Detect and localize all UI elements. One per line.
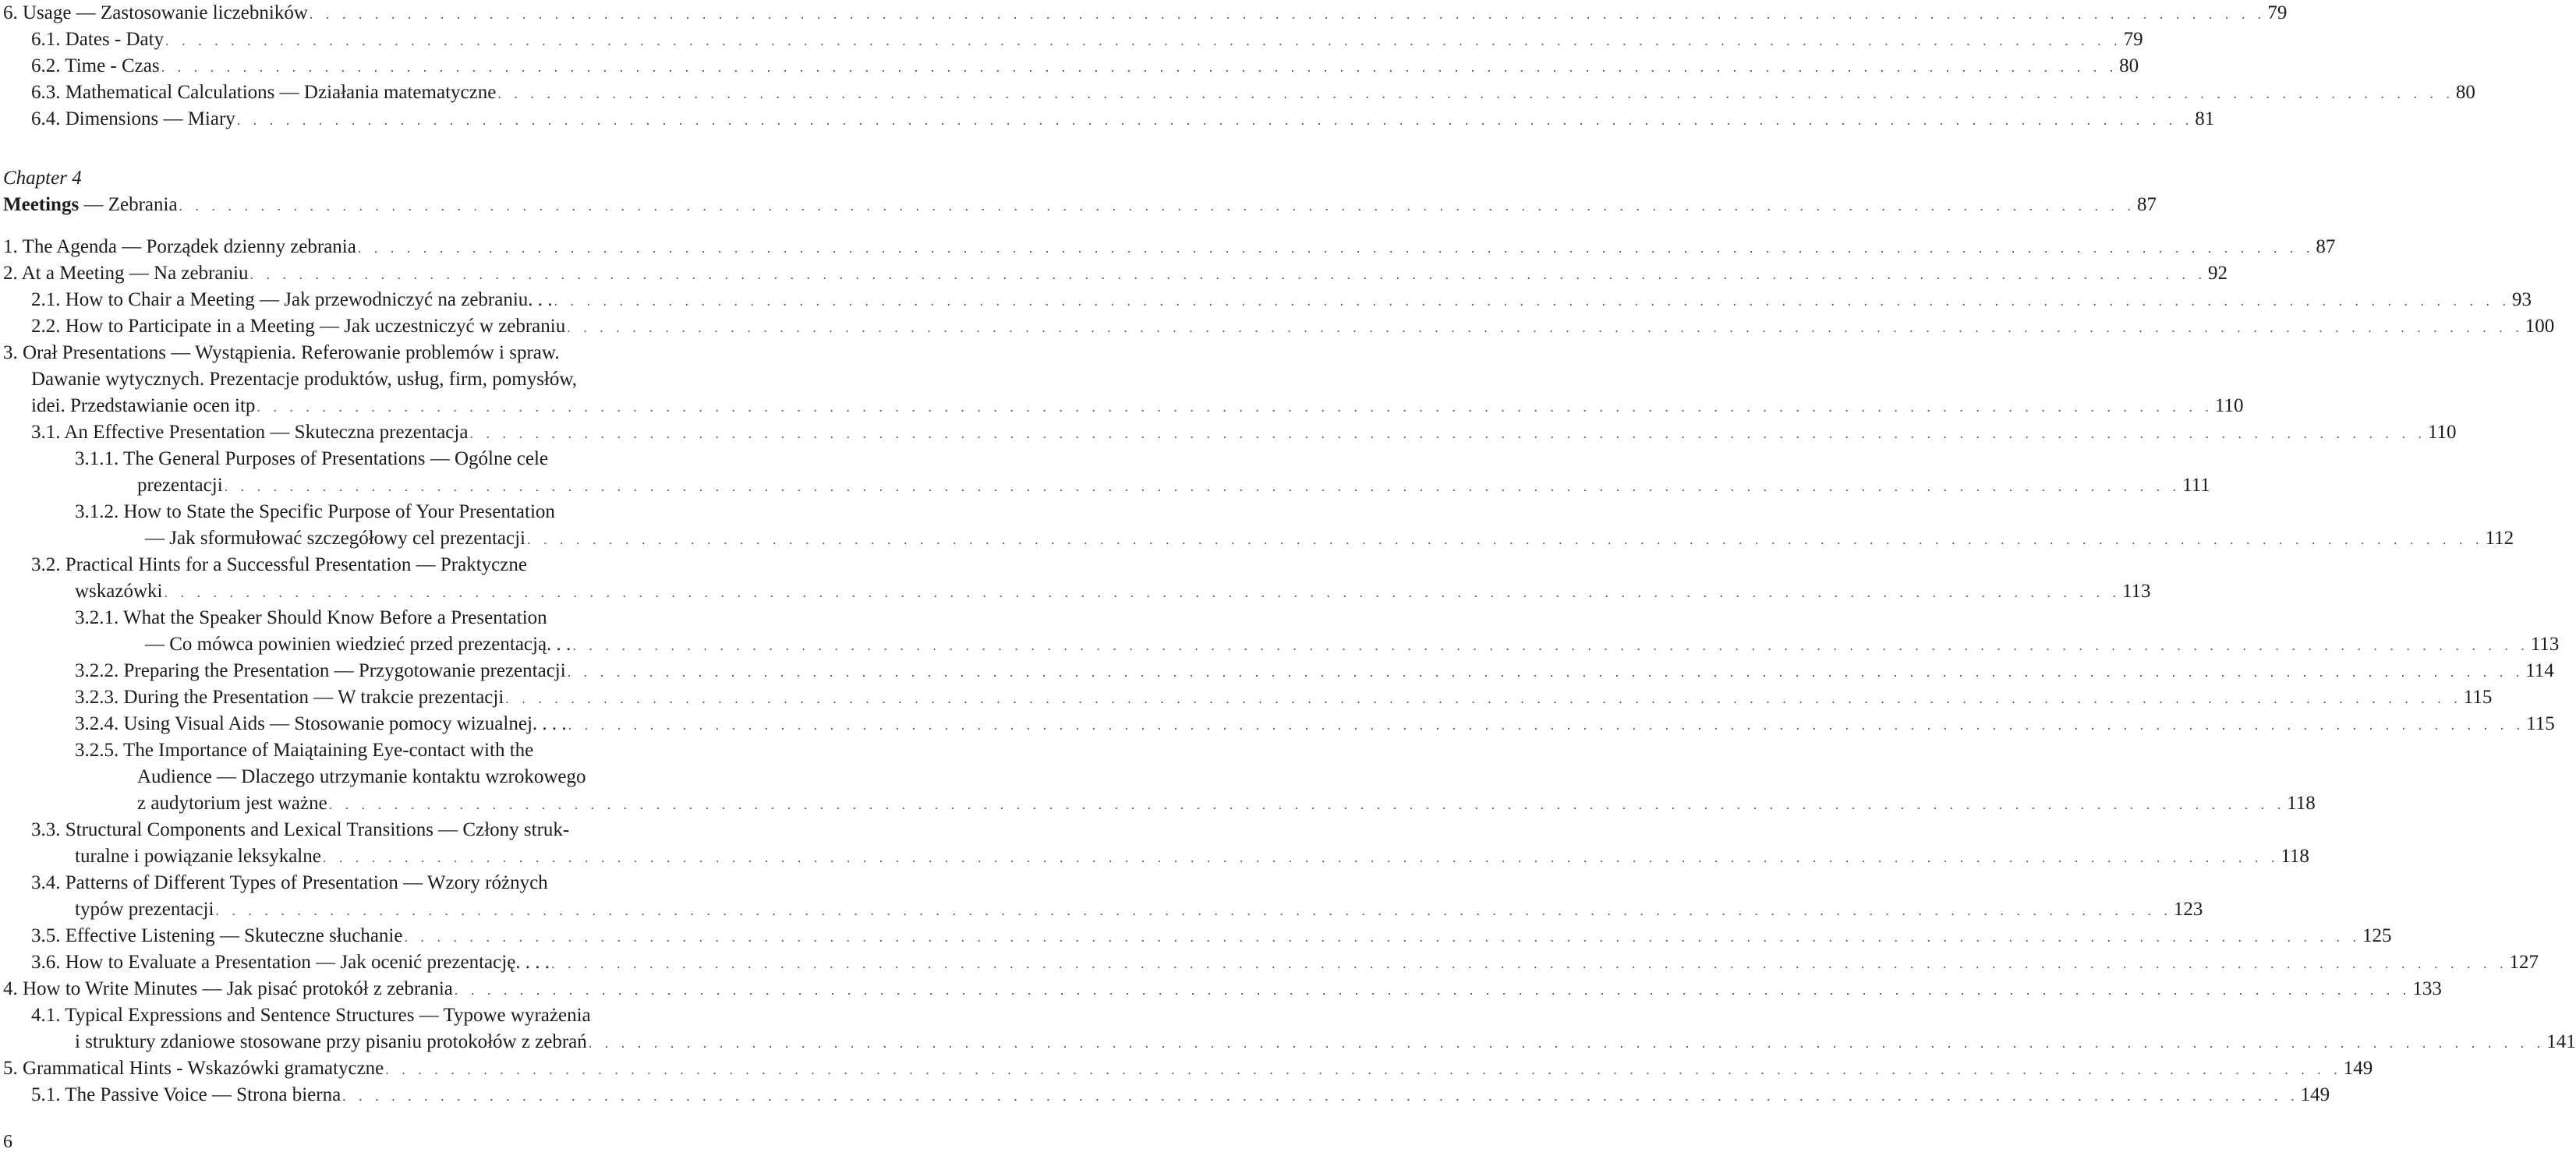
toc-entry-label: 2.2. How to Participate in a Meeting — Jak uczestniczyć w zebraniu — [31, 316, 566, 337]
toc-entry-label: 3.2.4. Using Visual Aids — Stosowanie pomocy wizualnej. . . . — [75, 713, 567, 734]
toc-entry-label: — Co mówca powinien wiedzieć przed prezentacją. . . — [145, 634, 571, 655]
toc-entry-page: 113 — [2121, 581, 2151, 602]
toc-entry-page: 112 — [2485, 528, 2514, 549]
toc-entry-label: Dawanie wytycznych. Prezentacje produktów, usług, firm, pomysłów, — [31, 369, 578, 390]
toc-entry-page: 79 — [2267, 2, 2288, 23]
toc-entry-label: idei. Przedstawianie ocen itp — [31, 395, 256, 416]
dot-leader: . . . . . . . . . . . . . . . . . . . . . . . . . . . . . . . . . . . . . . . . . . . . . . . . . . . . . . . . . . . . . . . . . . . . . . . . . . . . . . . . . . . . . . . . . . . . . . . . . . . . . . . . . . . . . . . . . . . . . . . . — [215, 903, 2172, 918]
toc-entry — [145, 525, 2514, 552]
dot-leader: . . . . . . . . . . . . . . . . . . . . . . . . . . . . . . . . . . . . . . . . . . . . . . . . . . . . . . . . . . . . . . . . . . . . . . . . . . . . . . . . . . . . . . . . . . . . . . . . . . . . . . . . . . . . . . . . . . . . . . . . — [554, 293, 2511, 309]
toc-entry-label: 3.1.1. The General Purposes of Presentations — Ogólne cele — [75, 448, 549, 469]
toc-entry — [31, 106, 2215, 133]
dot-leader: . . . . . . . . . . . . . . . . . . . . . . . . . . . . . . . . . . . . . . . . . . . . . . . . . . . . . . . . . . . . . . . . . . . . . . . . . . . . . . . . . . . . . . . . . . . . . . . . . . . . . . . . . . . . . . . . . . . . . . . . — [404, 929, 2361, 945]
chapter-title-entry — [3, 192, 2157, 218]
dot-leader: . . . . . . . . . . . . . . . . . . . . . . . . . . . . . . . . . . . . . . . . . . . . . . . . . . . . . . . . . . . . . . . . . . . . . . . . . . . . . . . . . . . . . . . . . . . . . . . . . . . . . . . . . . . . . . . . . . . . . . . . — [551, 956, 2508, 971]
toc-entry — [31, 366, 747, 393]
toc-entry-label: turalne i powiązanie leksykalne — [75, 846, 321, 867]
toc-entry-page: 87 — [2137, 194, 2157, 215]
toc-entry — [75, 843, 2309, 870]
toc-entry-page: 92 — [2208, 263, 2227, 284]
dot-leader: . . . . . . . . . . . . . . . . . . . . . . . . . . . . . . . . . . . . . . . . . . . . . . . . . . . . . . . . . . . . . . . . . . . . . . . . . . . . . . . . . . . . . . . . . . . . . . . . . . . . . . . . . . . . . . . . . . . . . . . . — [328, 797, 2286, 812]
toc-entry — [137, 790, 2316, 817]
toc-entry-label: 6.3. Mathematical Calculations — Działania matematyczne — [31, 82, 497, 103]
toc-entry-label: 3.2.5. The Importance of Maiątaining Eye-contact with the — [75, 740, 534, 761]
dot-leader: . . . . . . . . . . . . . . . . . . . . . . . . . . . . . . . . . . . . . . . . . . . . . . . . . . . . . . . . . . . . . . . . . . . . . . . . . . . . . . . . . . . . . . . . . . . . . . . . . . . . . . . . . . . . . . . . . . . . . . . . — [357, 240, 2315, 256]
toc-entry — [75, 578, 2151, 605]
dot-leader: . . . . . . . . . . . . . . . . . . . . . . . . . . . . . . . . . . . . . . . . . . . . . . . . . . . . . . . . . . . . . . . . . . . . . . . . . . . . . . . . . . . . . . . . . . . . . . . . . . . . . . . . . . . . . . . . . . . . . . . . — [342, 1088, 2299, 1104]
toc-entry-label: 4.1. Typical Expressions and Sentence Structures — Typowe wyrażenia — [31, 1005, 591, 1026]
toc-entry-page: 79 — [2123, 29, 2143, 50]
toc-entry-page: 141 — [2546, 1031, 2576, 1052]
dot-leader: . . . . . . . . . . . . . . . . . . . . . . . . . . . . . . . . . . . . . . . . . . . . . . . . . . . . . . . . . . . . . . . . . . . . . . . . . . . . . . . . . . . . . . . . . . . . . . . . . . . . . . . . . . . . . . . . . . . . . . . . — [164, 585, 2121, 600]
dot-leader: . . . . . . . . . . . . . . . . . . . . . . . . . . . . . . . . . . . . . . . . . . . . . . . . . . . . . . . . . . . . . . . . . . . . . . . . . . . . . . . . . . . . . . . . . . . . . . . . . . . . . . . . . . . . . . . . . . . . . . . . — [236, 112, 2194, 128]
dot-leader: . . . . . . . . . . . . . . . . . . . . . . . . . . . . . . . . . . . . . . . . . . . . . . . . . . . . . . . . . . . . . . . . . . . . . . . . . . . . . . . . . . . . . . . . . . . . . . . . . . . . . . . . . . . . . . . . . . . . . . . . — [322, 850, 2280, 865]
toc-entry-page: 110 — [2427, 422, 2457, 443]
toc-entry-label: 3.2.3. During the Presentation — W trakcie prezentacji — [75, 687, 504, 708]
toc-entry-page: 93 — [2512, 289, 2532, 310]
toc-entry — [137, 764, 694, 790]
dot-leader: . . . . . . . . . . . . . . . . . . . . . . . . . . . . . . . . . . . . . . . . . . . . . . . . . . . . . . . . . . . . . . . . . . . . . . . . . . . . . . . . . . . . . . . . . . . . . . . . . . . . . . . . . . . . . . . . . . . . . . . . — [165, 33, 2122, 48]
toc-entry-label: 3.2. Practical Hints for a Successful Presentation — Praktyczne — [31, 554, 527, 575]
toc-entry-label: 6.1. Dates - Daty — [31, 29, 165, 50]
toc-entry-label: 6. Usage — Zastosowanie liczebników — [3, 2, 308, 23]
dot-leader: . . . . . . . . . . . . . . . . . . . . . . . . . . . . . . . . . . . . . . . . . . . . . . . . . . . . . . . . . . . . . . . . . . . . . . . . . . . . . . . . . . . . . . . . . . . . . . . . . . . . . . . . . . . . . . . . . . . . . . . . — [567, 664, 2525, 680]
toc-entry — [3, 1055, 2373, 1082]
toc-entry-label: 1. The Agenda — Porządek dzienny zebrania — [3, 236, 356, 257]
toc-entry — [31, 552, 694, 578]
toc-entry-page: 149 — [2343, 1058, 2373, 1079]
toc-entry-label: Audience — Dlaczego utrzymanie kontaktu wzrokowego — [137, 766, 586, 787]
toc-entry — [31, 923, 2392, 949]
dot-leader: . . . . . . . . . . . . . . . . . . . . . . . . . . . . . . . . . . . . . . . . . . . . . . . . . . . . . . . . . . . . . . . . . . . . . . . . . . . . . . . . . . . . . . . . . . . . . . . . . . . . . . . . . . . . . . . . . . . . . . . . — [309, 6, 2266, 22]
toc-entry — [3, 234, 2336, 260]
toc-entry — [31, 817, 694, 843]
toc-entry-page: 114 — [2525, 660, 2554, 681]
toc-entry-label: — Jak sformułować szczegółowy cel prezentacji — [145, 528, 525, 549]
toc-entry-label: typów prezentacji — [75, 899, 214, 920]
toc-entry-page: 110 — [2214, 395, 2244, 416]
toc-entry-label: 3.6. How to Evaluate a Presentation — Jak ocenić prezentację. . . . — [31, 952, 550, 973]
toc-entry-label: 5.1. The Passive Voice — Strona bierna — [31, 1084, 341, 1105]
toc-entry — [75, 737, 694, 764]
toc-entry — [3, 260, 2227, 287]
toc-entry-page: 111 — [2182, 475, 2210, 496]
dot-leader: . . . . . . . . . . . . . . . . . . . . . . . . . . . . . . . . . . . . . . . . . . . . . . . . . . . . . . . . . . . . . . . . . . . . . . . . . . . . . . . . . . . . . . . . . . . . . . . . . . . . . . . . . . . . . . . . . . . . . . . . — [469, 426, 2426, 441]
toc-entry-label: 3.1. An Effective Presentation — Skuteczna prezentacja — [31, 422, 469, 443]
toc-entry — [31, 80, 2475, 106]
toc-entry — [75, 446, 694, 472]
toc-entry-label: 6.4. Dimensions — Miary — [31, 108, 235, 129]
toc-entry — [31, 1002, 694, 1029]
toc-entry — [31, 870, 694, 896]
toc-entry-label: 3.1.2. How to State the Specific Purpose of Your Presentation — [75, 501, 555, 522]
dot-leader: . . . . . . . . . . . . . . . . . . . . . . . . . . . . . . . . . . . . . . . . . . . . . . . . . . . . . . . . . . . . . . . . . . . . . . . . . . . . . . . . . . . . . . . . . . . . . . . . . . . . . . . . . . . . . . . . . . . . . . . . — [161, 59, 2118, 75]
toc-entry — [75, 1029, 2576, 1055]
toc-entry — [31, 393, 2244, 419]
dot-leader: . . . . . . . . . . . . . . . . . . . . . . . . . . . . . . . . . . . . . . . . . . . . . . . . . . . . . . . . . . . . . . . . . . . . . . . . . . . . . . . . . . . . . . . . . . . . . . . . . . . . . . . . . . . . . . . . . . . . . . . . — [588, 1035, 2546, 1051]
toc-entry — [3, 340, 747, 366]
chapter-title-rest: — Zebrania — [79, 194, 178, 215]
toc-entry — [145, 631, 2560, 658]
toc-entry-label — [3, 192, 178, 218]
toc-entry — [75, 605, 694, 631]
toc-entry-page: 80 — [2119, 55, 2139, 76]
toc-entry-label: wskazówki — [75, 581, 163, 602]
toc-entry-page: 113 — [2530, 634, 2560, 655]
dot-leader: . . . . . . . . . . . . . . . . . . . . . . . . . . . . . . . . . . . . . . . . . . . . . . . . . . . . . . . . . . . . . . . . . . . . . . . . . . . . . . . . . . . . . . . . . . . . . . . . . . . . . . . . . . . . . . . . . . . . . . . . — [257, 399, 2213, 415]
toc-entry — [75, 711, 2555, 737]
dot-leader: . . . . . . . . . . . . . . . . . . . . . . . . . . . . . . . . . . . . . . . . . . . . . . . . . . . . . . . . . . . . . . . . . . . . . . . . . . . . . . . . . . . . . . . . . . . . . . . . . . . . . . . . . . . . . . . . . . . . . . . . — [249, 267, 2206, 282]
page-number: 6 — [3, 1132, 12, 1152]
toc-entry-label: 3.2.1. What the Speaker Should Know Before a Presentation — [75, 607, 547, 628]
toc-entry-page: 127 — [2509, 952, 2539, 973]
toc-entry-label: 3.5. Effective Listening — Skuteczne słuchanie — [31, 925, 403, 946]
toc-entry-page: 81 — [2195, 108, 2215, 129]
toc-entry-label: 3.2.2. Preparing the Presentation — Przygotowanie prezentacji — [75, 660, 566, 681]
toc-entry-label: z audytorium jest ważne — [137, 793, 327, 814]
toc-entry-page: 118 — [2281, 846, 2309, 867]
dot-leader: . . . . . . . . . . . . . . . . . . . . . . . . . . . . . . . . . . . . . . . . . . . . . . . . . . . . . . . . . . . . . . . . . . . . . . . . . . . . . . . . . . . . . . . . . . . . . . . . . . . . . . . . . . . . . . . . . . . . . . . . — [505, 691, 2462, 706]
toc-entry-page: 149 — [2300, 1084, 2330, 1105]
toc-entry-label: 2.1. How to Chair a Meeting — Jak przewodniczyć na zebraniu. . . — [31, 289, 553, 310]
dot-leader: . . . . . . . . . . . . . . . . . . . . . . . . . . . . . . . . . . . . . . . . . . . . . . . . . . . . . . . . . . . . . . . . . . . . . . . . . . . . . . . . . . . . . . . . . . . . . . . . . . . . . . . . . . . . . . . . . . . . . . . . — [567, 320, 2524, 335]
dot-leader: . . . . . . . . . . . . . . . . . . . . . . . . . . . . . . . . . . . . . . . . . . . . . . . . . . . . . . . . . . . . . . . . . . . . . . . . . . . . . . . . . . . . . . . . . . . . . . . . . . . . . . . . . . . . . . . . . . . . . . . . — [527, 532, 2484, 547]
toc-entry-label: 3. Orał Presentations — Wystąpienia. Referowanie problemów i spraw. — [3, 342, 560, 363]
dot-leader: . . . . . . . . . . . . . . . . . . . . . . . . . . . . . . . . . . . . . . . . . . . . . . . . . . . . . . . . . . . . . . . . . . . . . . . . . . . . . . . . . . . . . . . . . . . . . . . . . . . . . . . . . . . . . . . . . . . . . . . . — [224, 479, 2181, 494]
toc-entry-label: 2. At a Meeting — Na zebraniu — [3, 263, 249, 284]
dot-leader: . . . . . . . . . . . . . . . . . . . . . . . . . . . . . . . . . . . . . . . . . . . . . . . . . . . . . . . . . . . . . . . . . . . . . . . . . . . . . . . . . . . . . . . . . . . . . . . . . . . . . . . . . . . . . . . . . . . . . . . . — [572, 638, 2529, 653]
chapter-title-bold: Meetings — [3, 194, 80, 215]
toc-entry-label: prezentacji — [137, 475, 223, 496]
toc-entry — [75, 658, 2554, 684]
toc-entry-page: 87 — [2316, 236, 2336, 257]
toc-entry — [137, 472, 2210, 499]
toc-entry — [31, 287, 2532, 313]
toc-entry-page: 100 — [2525, 316, 2555, 337]
dot-leader: . . . . . . . . . . . . . . . . . . . . . . . . . . . . . . . . . . . . . . . . . . . . . . . . . . . . . . . . . . . . . . . . . . . . . . . . . . . . . . . . . . . . . . . . . . . . . . . . . . . . . . . . . . . . . . . . . . . . . . . . — [385, 1062, 2342, 1077]
toc-entry-page: 80 — [2455, 82, 2475, 103]
toc-entry — [31, 313, 2555, 340]
toc-entry — [3, 976, 2442, 1002]
toc-entry-page: 125 — [2362, 925, 2392, 946]
toc-entry — [31, 419, 2457, 446]
toc-entry — [75, 896, 2203, 923]
toc-entry — [31, 1082, 2330, 1108]
toc-entry-label: 5. Grammatical Hints - Wskazówki gramatyczne — [3, 1058, 384, 1079]
toc-entry-label: 4. How to Write Minutes — Jak pisać protokół z zebrania — [3, 978, 453, 999]
toc-entry-label: 3.4. Patterns of Different Types of Presentation — Wzory różnych — [31, 872, 548, 893]
dot-leader: . . . . . . . . . . . . . . . . . . . . . . . . . . . . . . . . . . . . . . . . . . . . . . . . . . . . . . . . . . . . . . . . . . . . . . . . . . . . . . . . . . . . . . . . . . . . . . . . . . . . . . . . . . . . . . . . . . . . . . . . — [179, 198, 2136, 214]
toc-entry — [75, 684, 2493, 711]
toc-entry — [31, 53, 2139, 80]
toc-entry-label: 6.2. Time - Czas — [31, 55, 160, 76]
toc-entry — [3, 0, 2288, 27]
toc-entry-page: 115 — [2463, 687, 2493, 708]
dot-leader: . . . . . . . . . . . . . . . . . . . . . . . . . . . . . . . . . . . . . . . . . . . . . . . . . . . . . . . . . . . . . . . . . . . . . . . . . . . . . . . . . . . . . . . . . . . . . . . . . . . . . . . . . . . . . . . . . . . . . . . . — [568, 717, 2525, 733]
chapter-label: Chapter 4 — [3, 168, 82, 189]
toc-entry — [31, 27, 2143, 53]
dot-leader: . . . . . . . . . . . . . . . . . . . . . . . . . . . . . . . . . . . . . . . . . . . . . . . . . . . . . . . . . . . . . . . . . . . . . . . . . . . . . . . . . . . . . . . . . . . . . . . . . . . . . . . . . . . . . . . . . . . . . . . . — [454, 982, 2411, 998]
toc-entry-label: 3.3. Structural Components and Lexical Transitions — Człony struk- — [31, 819, 570, 840]
toc-entry — [75, 499, 694, 525]
toc-entry — [31, 949, 2539, 976]
toc-entry-page: 118 — [2287, 793, 2316, 814]
dot-leader: . . . . . . . . . . . . . . . . . . . . . . . . . . . . . . . . . . . . . . . . . . . . . . . . . . . . . . . . . . . . . . . . . . . . . . . . . . . . . . . . . . . . . . . . . . . . . . . . . . . . . . . . . . . . . . . . . . . . . . . . — [497, 86, 2454, 101]
toc-entry-label: i struktury zdaniowe stosowane przy pisaniu protokołów z zebrań — [75, 1031, 587, 1052]
toc-entry-page: 133 — [2412, 978, 2442, 999]
toc-entry-page: 115 — [2526, 713, 2555, 734]
toc-entry-page: 123 — [2173, 899, 2203, 920]
